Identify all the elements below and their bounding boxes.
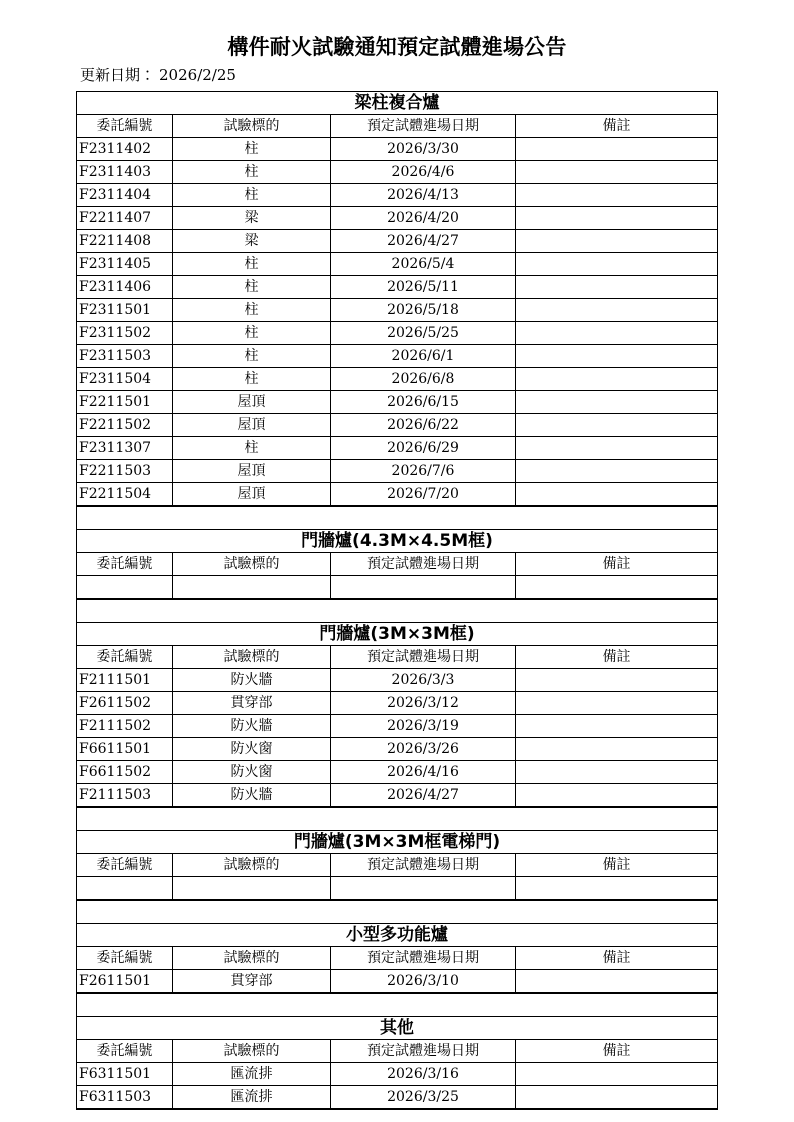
remark-cell bbox=[516, 252, 718, 275]
entry-date-cell: 2026/5/11 bbox=[331, 275, 516, 298]
remark-cell bbox=[516, 413, 718, 436]
table-row bbox=[77, 1085, 718, 1109]
table-row bbox=[77, 413, 718, 436]
test-target-cell: 匯流排 bbox=[173, 1062, 331, 1085]
column-header-target: 試驗標的 bbox=[173, 1039, 331, 1062]
commission-id-cell: F2611501 bbox=[77, 969, 173, 993]
test-target-cell: 防火牆 bbox=[173, 668, 331, 691]
remark-cell bbox=[516, 229, 718, 252]
test-target-cell: 柱 bbox=[173, 367, 331, 390]
table-row bbox=[77, 969, 718, 993]
column-header-row bbox=[77, 853, 718, 876]
commission-id-cell: F2311502 bbox=[77, 321, 173, 344]
section-header-row bbox=[77, 622, 718, 645]
table-row bbox=[77, 206, 718, 229]
commission-id-cell: F2211501 bbox=[77, 390, 173, 413]
table-row bbox=[77, 298, 718, 321]
test-target-cell: 柱 bbox=[173, 252, 331, 275]
page-title: 構件耐火試驗通知預定試體進場公告 bbox=[227, 35, 567, 59]
entry-date-cell: 2026/3/25 bbox=[331, 1085, 516, 1109]
section-spacer bbox=[77, 506, 718, 530]
table-row bbox=[77, 1062, 718, 1085]
table-row bbox=[77, 390, 718, 413]
commission-id-cell bbox=[77, 876, 173, 900]
commission-id-cell: F6311501 bbox=[77, 1062, 173, 1085]
commission-id-cell: F2311405 bbox=[77, 252, 173, 275]
test-target-cell: 屋頂 bbox=[173, 390, 331, 413]
table-row bbox=[77, 367, 718, 390]
commission-id-cell: F2311404 bbox=[77, 183, 173, 206]
entry-date-cell: 2026/3/30 bbox=[331, 137, 516, 160]
column-header-date: 預定試體進場日期 bbox=[331, 946, 516, 969]
section-header-row bbox=[77, 923, 718, 946]
furnace-schedule-table bbox=[76, 91, 718, 1110]
remark-cell bbox=[516, 344, 718, 367]
section-title: 門牆爐(4.3M×4.5M框) bbox=[77, 529, 718, 552]
entry-date-cell: 2026/7/20 bbox=[331, 482, 516, 506]
commission-id-cell bbox=[77, 575, 173, 599]
section-title: 梁柱複合爐 bbox=[77, 91, 718, 114]
entry-date-cell: 2026/6/8 bbox=[331, 367, 516, 390]
entry-date-cell: 2026/3/19 bbox=[331, 714, 516, 737]
update-date-label: 更新日期： bbox=[80, 66, 156, 84]
test-target-cell bbox=[173, 876, 331, 900]
commission-id-cell: F2111503 bbox=[77, 783, 173, 807]
section-spacer bbox=[77, 807, 718, 831]
remark-cell bbox=[516, 206, 718, 229]
column-header-target: 試驗標的 bbox=[173, 645, 331, 668]
section-spacer bbox=[77, 993, 718, 1017]
entry-date-cell: 2026/3/16 bbox=[331, 1062, 516, 1085]
section-spacer-cell bbox=[77, 993, 718, 1017]
remark-cell bbox=[516, 321, 718, 344]
commission-id-cell: F2311403 bbox=[77, 160, 173, 183]
section-spacer-cell bbox=[77, 900, 718, 924]
section-header-row bbox=[77, 1016, 718, 1039]
commission-id-cell: F2311504 bbox=[77, 367, 173, 390]
entry-date-cell bbox=[331, 876, 516, 900]
test-target-cell: 貫穿部 bbox=[173, 691, 331, 714]
column-header-note: 備註 bbox=[516, 946, 718, 969]
column-header-row bbox=[77, 552, 718, 575]
table-row bbox=[77, 668, 718, 691]
commission-id-cell: F2211407 bbox=[77, 206, 173, 229]
table-row bbox=[77, 160, 718, 183]
column-header-date: 預定試體進場日期 bbox=[331, 1039, 516, 1062]
entry-date-cell: 2026/5/18 bbox=[331, 298, 516, 321]
schedule-tables bbox=[0, 84, 794, 1110]
remark-cell bbox=[516, 760, 718, 783]
remark-cell bbox=[516, 137, 718, 160]
section-header-row bbox=[77, 91, 718, 114]
table-row bbox=[77, 321, 718, 344]
entry-date-cell: 2026/3/26 bbox=[331, 737, 516, 760]
column-header-row bbox=[77, 946, 718, 969]
test-target-cell: 柱 bbox=[173, 137, 331, 160]
column-header-id: 委託編號 bbox=[77, 946, 173, 969]
commission-id-cell: F2311406 bbox=[77, 275, 173, 298]
table-row bbox=[77, 737, 718, 760]
test-target-cell: 柱 bbox=[173, 321, 331, 344]
column-header-row bbox=[77, 1039, 718, 1062]
column-header-row bbox=[77, 114, 718, 137]
entry-date-cell: 2026/3/10 bbox=[331, 969, 516, 993]
column-header-id: 委託編號 bbox=[77, 552, 173, 575]
column-header-row bbox=[77, 645, 718, 668]
section-header-row bbox=[77, 529, 718, 552]
entry-date-cell: 2026/4/13 bbox=[331, 183, 516, 206]
commission-id-cell: F2311307 bbox=[77, 436, 173, 459]
table-row bbox=[77, 183, 718, 206]
column-header-note: 備註 bbox=[516, 853, 718, 876]
remark-cell bbox=[516, 275, 718, 298]
test-target-cell: 防火牆 bbox=[173, 783, 331, 807]
commission-id-cell: F2111501 bbox=[77, 668, 173, 691]
test-target-cell: 貫穿部 bbox=[173, 969, 331, 993]
table-row bbox=[77, 137, 718, 160]
test-target-cell: 匯流排 bbox=[173, 1085, 331, 1109]
entry-date-cell: 2026/6/1 bbox=[331, 344, 516, 367]
commission-id-cell: F6611502 bbox=[77, 760, 173, 783]
table-row bbox=[77, 714, 718, 737]
entry-date-cell: 2026/4/6 bbox=[331, 160, 516, 183]
test-target-cell: 柱 bbox=[173, 298, 331, 321]
test-target-cell: 柱 bbox=[173, 183, 331, 206]
entry-date-cell: 2026/4/27 bbox=[331, 783, 516, 807]
commission-id-cell: F2211503 bbox=[77, 459, 173, 482]
test-target-cell: 防火窗 bbox=[173, 760, 331, 783]
entry-date-cell: 2026/4/16 bbox=[331, 760, 516, 783]
column-header-id: 委託編號 bbox=[77, 114, 173, 137]
section-spacer-cell bbox=[77, 506, 718, 530]
commission-id-cell: F2311503 bbox=[77, 344, 173, 367]
section-title: 其他 bbox=[77, 1016, 718, 1039]
column-header-date: 預定試體進場日期 bbox=[331, 552, 516, 575]
remark-cell bbox=[516, 575, 718, 599]
table-row bbox=[77, 575, 718, 599]
remark-cell bbox=[516, 160, 718, 183]
remark-cell bbox=[516, 1085, 718, 1109]
section-spacer-cell bbox=[77, 599, 718, 623]
remark-cell bbox=[516, 367, 718, 390]
entry-date-cell: 2026/6/22 bbox=[331, 413, 516, 436]
test-target-cell: 梁 bbox=[173, 206, 331, 229]
remark-cell bbox=[516, 390, 718, 413]
section-title: 小型多功能爐 bbox=[77, 923, 718, 946]
column-header-target: 試驗標的 bbox=[173, 114, 331, 137]
entry-date-cell: 2026/3/12 bbox=[331, 691, 516, 714]
test-target-cell: 柱 bbox=[173, 160, 331, 183]
section-spacer bbox=[77, 599, 718, 623]
remark-cell bbox=[516, 459, 718, 482]
update-date-line bbox=[0, 58, 794, 84]
commission-id-cell: F2611502 bbox=[77, 691, 173, 714]
update-date-value: 2026/2/25 bbox=[159, 66, 236, 84]
section-title: 門牆爐(3M×3M框) bbox=[77, 622, 718, 645]
commission-id-cell: F2111502 bbox=[77, 714, 173, 737]
table-row bbox=[77, 691, 718, 714]
remark-cell bbox=[516, 482, 718, 506]
section-spacer-cell bbox=[77, 807, 718, 831]
table-row bbox=[77, 344, 718, 367]
column-header-note: 備註 bbox=[516, 1039, 718, 1062]
test-target-cell: 柱 bbox=[173, 344, 331, 367]
entry-date-cell: 2026/5/4 bbox=[331, 252, 516, 275]
table-row bbox=[77, 275, 718, 298]
remark-cell bbox=[516, 969, 718, 993]
commission-id-cell: F2211504 bbox=[77, 482, 173, 506]
column-header-date: 預定試體進場日期 bbox=[331, 114, 516, 137]
section-spacer bbox=[77, 900, 718, 924]
commission-id-cell: F6311503 bbox=[77, 1085, 173, 1109]
test-target-cell: 柱 bbox=[173, 436, 331, 459]
column-header-date: 預定試體進場日期 bbox=[331, 853, 516, 876]
table-row bbox=[77, 760, 718, 783]
test-target-cell: 防火牆 bbox=[173, 714, 331, 737]
table-row bbox=[77, 459, 718, 482]
column-header-id: 委託編號 bbox=[77, 645, 173, 668]
test-target-cell: 梁 bbox=[173, 229, 331, 252]
column-header-date: 預定試體進場日期 bbox=[331, 645, 516, 668]
remark-cell bbox=[516, 737, 718, 760]
entry-date-cell bbox=[331, 575, 516, 599]
column-header-id: 委託編號 bbox=[77, 853, 173, 876]
table-row bbox=[77, 876, 718, 900]
commission-id-cell: F2311501 bbox=[77, 298, 173, 321]
entry-date-cell: 2026/6/15 bbox=[331, 390, 516, 413]
test-target-cell: 防火窗 bbox=[173, 737, 331, 760]
column-header-note: 備註 bbox=[516, 114, 718, 137]
remark-cell bbox=[516, 691, 718, 714]
entry-date-cell: 2026/4/20 bbox=[331, 206, 516, 229]
table-row bbox=[77, 229, 718, 252]
entry-date-cell: 2026/6/29 bbox=[331, 436, 516, 459]
test-target-cell: 屋頂 bbox=[173, 459, 331, 482]
section-header-row bbox=[77, 830, 718, 853]
remark-cell bbox=[516, 298, 718, 321]
remark-cell bbox=[516, 1062, 718, 1085]
remark-cell bbox=[516, 783, 718, 807]
test-target-cell: 屋頂 bbox=[173, 413, 331, 436]
test-target-cell: 柱 bbox=[173, 275, 331, 298]
table-row bbox=[77, 482, 718, 506]
commission-id-cell: F2211408 bbox=[77, 229, 173, 252]
remark-cell bbox=[516, 876, 718, 900]
table-row bbox=[77, 783, 718, 807]
remark-cell bbox=[516, 668, 718, 691]
column-header-target: 試驗標的 bbox=[173, 552, 331, 575]
column-header-target: 試驗標的 bbox=[173, 946, 331, 969]
entry-date-cell: 2026/4/27 bbox=[331, 229, 516, 252]
test-target-cell bbox=[173, 575, 331, 599]
table-row bbox=[77, 436, 718, 459]
column-header-note: 備註 bbox=[516, 645, 718, 668]
commission-id-cell: F2211502 bbox=[77, 413, 173, 436]
remark-cell bbox=[516, 183, 718, 206]
entry-date-cell: 2026/3/3 bbox=[331, 668, 516, 691]
column-header-note: 備註 bbox=[516, 552, 718, 575]
remark-cell bbox=[516, 436, 718, 459]
test-target-cell: 屋頂 bbox=[173, 482, 331, 506]
commission-id-cell: F2311402 bbox=[77, 137, 173, 160]
section-title: 門牆爐(3M×3M框電梯門) bbox=[77, 830, 718, 853]
table-row bbox=[77, 252, 718, 275]
column-header-id: 委託編號 bbox=[77, 1039, 173, 1062]
entry-date-cell: 2026/5/25 bbox=[331, 321, 516, 344]
entry-date-cell: 2026/7/6 bbox=[331, 459, 516, 482]
remark-cell bbox=[516, 714, 718, 737]
commission-id-cell: F6611501 bbox=[77, 737, 173, 760]
column-header-target: 試驗標的 bbox=[173, 853, 331, 876]
